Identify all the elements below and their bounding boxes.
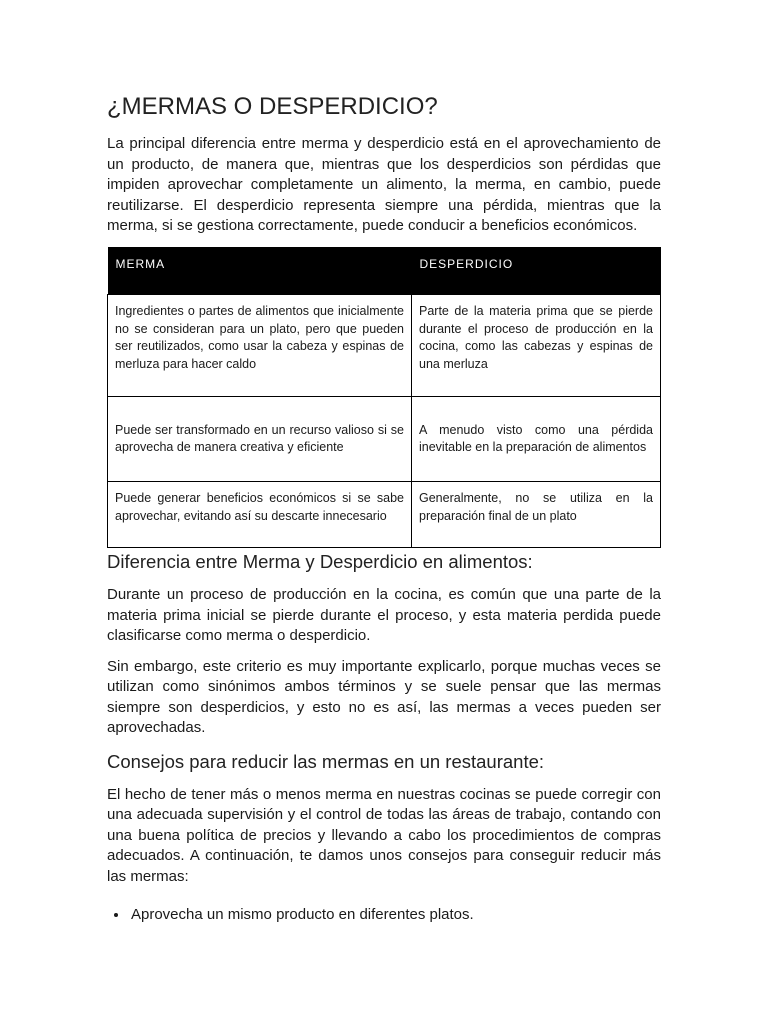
header-merma: MERMA bbox=[108, 247, 412, 295]
section-heading-difference: Diferencia entre Merma y Desperdicio en alimentos: bbox=[107, 551, 533, 572]
table-cell: Generalmente, no se utiliza en la preparación final de un plato bbox=[412, 482, 661, 548]
comparison-table bbox=[107, 247, 661, 549]
intro-paragraph: La principal diferencia entre merma y desperdicio está en el aprovechamiento de un producto, de manera que, mientras que los desperdicios son pérdidas que impiden aprovechar completamente un alimento, la merma, en cambio, puede reutilizarse. El desperdicio representa siempre una pérdida, mientras que la merma, si se gestiona correctamente, puede conducir a beneficios económicos. bbox=[107, 135, 661, 234]
table-cell: Parte de la materia prima que se pierde durante el proceso de producción en la cocina, como las cabezas y espinas de una merluza bbox=[412, 295, 661, 397]
header-desperdicio: DESPERDICIO bbox=[412, 247, 661, 295]
section-heading-tips: Consejos para reducir las mermas en un restaurante: bbox=[107, 750, 545, 772]
table-row bbox=[108, 482, 661, 548]
paragraph: Sin embargo, este criterio es muy importante explicarlo, porque muchas veces se utilizan como sinónimos ambos términos y se suele pensar que las mermas siempre son desperdicios, y esto no es así, las mermas a veces pueden ser aprovechadas. bbox=[107, 657, 661, 736]
table-row bbox=[108, 397, 661, 482]
table-cell: Puede ser transformado en un recurso valioso si se aprovecha de manera creativa y eficiente bbox=[108, 397, 412, 482]
page-title: ¿MERMAS O DESPERDICIO? bbox=[107, 93, 438, 120]
paragraph: El hecho de tener más o menos merma en nuestras cocinas se puede corregir con una adecuada supervisión y el control de todas las áreas de trabajo, contando con una buena política de precios y llevando a cabo los procedimientos de compras adecuados. A continuación, te damos unos consejos para conseguir reducir más las mermas: bbox=[107, 785, 661, 885]
table-header-row bbox=[108, 247, 661, 295]
list-item: • Aprovecha un mismo producto en diferentes platos. bbox=[129, 905, 661, 925]
table-cell: A menudo visto como una pérdida inevitable en la preparación de alimentos bbox=[412, 397, 661, 482]
table-cell: Ingredientes o partes de alimentos que inicialmente no se consideran para un plato, pero que pueden ser reutilizados, como usar la cabeza y espinas de merluza para hacer caldo bbox=[108, 295, 412, 397]
table-row bbox=[108, 295, 661, 397]
table-cell: Puede generar beneficios económicos si se sabe aprovechar, evitando así su descarte innecesario bbox=[108, 482, 412, 548]
paragraph: Durante un proceso de producción en la cocina, es común que una parte de la materia prima inicial se pierde durante el proceso, y esta materia perdida puede clasificarse como merma o desperdicio. bbox=[107, 586, 661, 644]
tips-list bbox=[107, 905, 661, 925]
